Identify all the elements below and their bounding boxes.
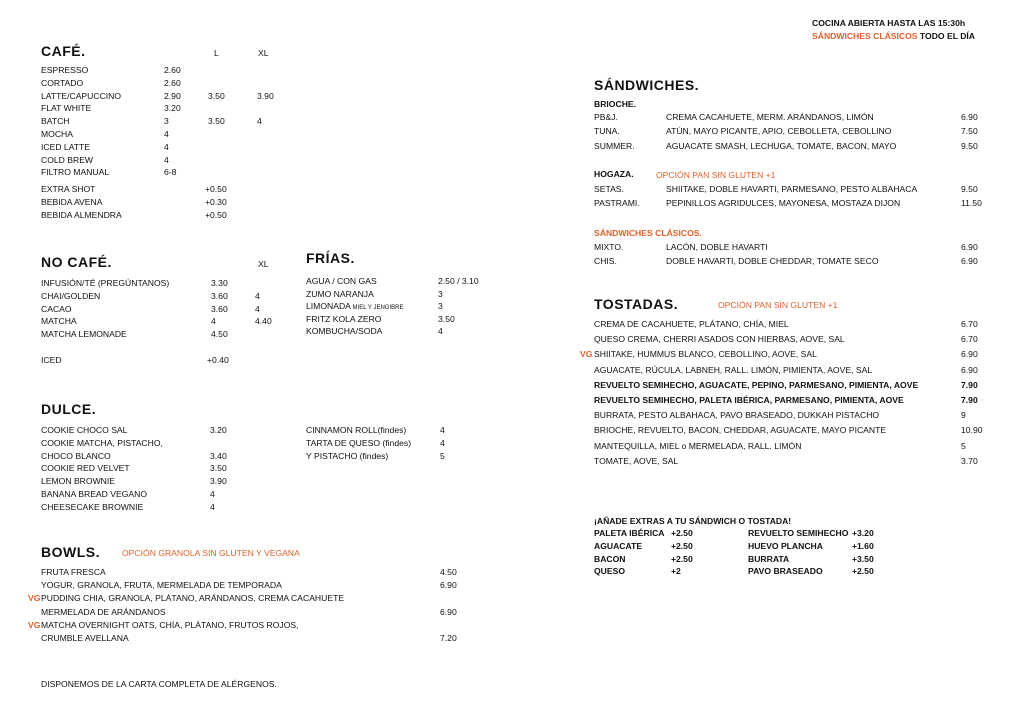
hogaza-item-desc: PEPINILLOS AGRIDULCES, MAYONESA, MOSTAZA DIJON: [666, 198, 901, 209]
extra-item-row: [748, 527, 888, 540]
bowl-item-row: [28, 619, 471, 632]
dulce-weekend-item-row: [306, 437, 466, 450]
tostada-item-price: 6.90: [961, 364, 978, 375]
brioche-item-name: PB&J.: [594, 112, 618, 122]
tostada-item-price: 6.70: [961, 334, 978, 345]
frias-item-name: KOMBUCHA/SODA: [306, 326, 383, 337]
brioche-item-desc: CREMA CACAHUETE, MERM. ARÁNDANOS, LIMÓN: [666, 112, 874, 122]
clasico-item-name: MIXTO.: [594, 242, 624, 252]
extra-item-name: HUEVO PLANCHA: [748, 540, 823, 551]
cafe-item-name: ESPRESSO: [41, 65, 89, 75]
bowls-list: [28, 566, 471, 646]
frias-item-row: [306, 275, 506, 288]
cafe-extra-row: [41, 209, 261, 222]
cafe-item-name: LATTE/CAPUCCINO: [41, 90, 122, 101]
dulce-weekend-list: [306, 424, 466, 469]
bowl-item-name: CRUMBLE AVELLANA: [41, 633, 129, 643]
cafe-item-name: CORTADO: [41, 77, 84, 88]
extra-item-price: +2.50: [671, 553, 693, 564]
extras-title: ¡AÑADE EXTRAS A TU SÁNDWICH O TOSTADA!: [594, 516, 792, 526]
hogaza-note: OPCIÓN PAN SIN GLUTEN +1: [656, 170, 776, 180]
tostada-item-name: TOMATE, AOVE, SAL: [594, 455, 679, 466]
cafe-item-row: [41, 166, 301, 179]
cafe-item-price: 4: [164, 141, 169, 152]
nocafe-item-name: CACAO: [41, 303, 72, 314]
cafe-extra-price: +0.50: [205, 184, 227, 194]
extra-item-name: AGUACATE: [594, 540, 643, 551]
cafe-item-price: 6-8: [164, 167, 177, 178]
bowl-item-price: 4.50: [440, 567, 457, 577]
cafe-item-row: [41, 154, 301, 167]
cafe-item-price: 4: [164, 154, 169, 165]
allergens-footer: DISPONEMOS DE LA CARTA COMPLETA DE ALÉRGENOS.: [41, 679, 277, 689]
brioche-list: [594, 111, 994, 156]
tostada-item-row: [594, 379, 994, 394]
frias-item-name: FRITZ KOLA ZERO: [306, 313, 382, 324]
dulce-item-row: [41, 450, 251, 463]
dulce-weekend-item-row: [306, 450, 466, 463]
hogaza-item-price: 9.50: [961, 184, 978, 194]
hogaza-item-price: 11.50: [961, 198, 982, 209]
brioche-item-row: [594, 140, 994, 154]
dulce-item-row: [41, 462, 251, 475]
clasico-item-desc: LACÓN, DOBLE HAVARTI: [666, 242, 768, 252]
cafe-item-name: COLD BREW: [41, 154, 94, 165]
extra-item-row: [594, 527, 724, 540]
bowl-item-row: [41, 579, 471, 592]
dulce-item-row: [41, 501, 251, 514]
extra-item-row: [594, 553, 724, 566]
cafe-item-price: 4: [164, 129, 169, 139]
extra-item-price: +1.60: [852, 540, 874, 551]
tostadas-note: OPCIÓN PAN SIN GLUTEN +1: [718, 300, 838, 310]
frias-item-note: MIEL Y JENGIBRE: [350, 305, 404, 312]
dulce-weekend-item-name: CINNAMON ROLL(findes): [306, 425, 407, 435]
brioche-item-row: [594, 125, 994, 139]
dulce-item-price: 4: [210, 489, 215, 499]
extra-item-price: +3.50: [852, 553, 874, 564]
hogaza-label: HOGAZA.: [594, 169, 634, 179]
nocafe-item-price-xl: 4.40: [255, 316, 272, 327]
bowl-item-vegan-badge: VG: [28, 619, 41, 630]
extra-item-row: [748, 553, 888, 566]
extra-item-price: +2: [671, 566, 681, 577]
tostadas-list: [580, 318, 994, 478]
extra-item-name: REVUELTO SEMIHECHO: [748, 528, 849, 538]
dulce-item-price: 3.50: [210, 463, 227, 474]
tostada-item-row: [594, 409, 994, 424]
tostada-item-row: [594, 424, 994, 439]
tostada-item-price: 3.70: [961, 455, 978, 466]
cafe-extra-row: [41, 196, 261, 209]
clasicos-label: SÁNDWICHES CLÁSICOS.: [594, 228, 702, 238]
frias-item-price: 3.50: [438, 313, 455, 324]
nocafe-item-price: 3.60: [211, 290, 228, 301]
nocafe-item-price: 4: [211, 316, 216, 327]
bowl-item-price: 6.90: [440, 580, 457, 591]
nocafe-title: NO CAFÉ.: [41, 254, 112, 270]
cafe-item-price: 2.60: [164, 65, 181, 75]
tostada-item-price: 9: [961, 410, 966, 421]
tostada-item-name: QUESO CREMA, CHERRI ASADOS CON HIERBAS, AOVE, SAL: [594, 334, 845, 345]
classic-sandwiches-notice: [812, 30, 975, 43]
clasico-item-desc: DOBLE HAVARTI, DOBLE CHEDDAR, TOMATE SECO: [666, 256, 879, 267]
bowl-item-name: MERMELADA DE ARÁNDANOS: [41, 606, 166, 617]
brioche-item-price: 7.50: [961, 126, 978, 137]
tostada-item-price: 6.70: [961, 319, 978, 329]
extra-item-name: PALETA IBÉRICA: [594, 528, 665, 538]
tostada-item-name: BRIOCHE, REVUELTO, BACON, CHEDDAR, AGUACATE, MAYO PICANTE: [594, 425, 887, 436]
dulce-item-name: COOKIE MATCHA, PISTACHO,: [41, 437, 163, 448]
nocafe-item-price: 3.30: [211, 278, 228, 288]
dulce-item-name: LEMON BROWNIE: [41, 476, 116, 487]
dulce-weekend-item-name: TARTA DE QUESO (findes): [306, 437, 412, 448]
bowl-item-name: YOGUR, GRANOLA, FRUTA, MERMELADA DE TEMPORADA: [41, 580, 282, 591]
bowl-item-name: MATCHA OVERNIGHT OATS, CHÍA, PLÁTANO, FRUTOS ROJOS,: [41, 619, 299, 630]
nocafe-item-row: [41, 328, 301, 341]
hogaza-item-name: SETAS.: [594, 184, 624, 194]
hogaza-item-name: PASTRAMI.: [594, 198, 640, 209]
cafe-item-name: FILTRO MANUAL: [41, 167, 110, 178]
cafe-item-price: 3.20: [164, 103, 181, 114]
iced-price: +0.40: [207, 355, 229, 365]
nocafe-list: [41, 277, 301, 347]
frias-item-name: ZUMO NARANJA: [306, 288, 374, 299]
nocafe-item-price: 4.50: [211, 329, 228, 340]
extra-item-name: QUESO: [594, 566, 626, 577]
brioche-item-row: [594, 111, 994, 125]
bowls-note: OPCIÓN GRANOLA SIN GLUTEN Y VEGANA: [122, 548, 300, 558]
frias-item-row: [306, 313, 506, 326]
hogaza-list: [594, 183, 994, 213]
dulce-title: DULCE.: [41, 401, 97, 417]
cafe-list: [41, 64, 301, 184]
cafe-item-row: [41, 115, 301, 128]
dulce-item-row: [41, 475, 251, 488]
dulce-item-row: [41, 488, 251, 501]
brioche-item-price: 9.50: [961, 140, 978, 151]
frias-item-price: 2.50 / 3.10: [438, 276, 479, 286]
clasico-item-row: [594, 255, 994, 269]
frias-item-price: 3: [438, 288, 443, 299]
frias-item-row: [306, 288, 506, 301]
tostada-item-name: MANTEQUILLA, MIEL o MERMELADA, RALL. LIMÓN: [594, 440, 802, 451]
cafe-item-name: FLAT WHITE: [41, 103, 92, 114]
cafe-item-price-xl: 4: [257, 116, 262, 127]
cafe-extra-name: BEBIDA ALMENDRA: [41, 209, 122, 220]
frias-item-row: [306, 300, 506, 313]
frias-title: FRÍAS.: [306, 250, 355, 266]
clasico-item-name: CHIS.: [594, 256, 617, 267]
nocafe-item-price-xl: 4: [255, 303, 260, 314]
nocafe-item-row: [41, 277, 301, 290]
dulce-item-price: 3.20: [210, 425, 227, 435]
hogaza-item-row: [594, 197, 994, 211]
tostadas-title: TOSTADAS.: [594, 296, 679, 312]
brioche-item-price: 6.90: [961, 112, 978, 122]
nocafe-col-xl: XL: [258, 259, 269, 269]
cafe-item-price-l: 3.50: [208, 90, 225, 101]
nocafe-item-row: [41, 303, 301, 316]
clasico-item-row: [594, 241, 994, 255]
all-day-label: TODO EL DÍA: [919, 31, 975, 41]
dulce-item-price: 3.40: [210, 450, 227, 461]
extra-item-row: [594, 565, 724, 578]
cafe-item-price: 2.60: [164, 77, 181, 88]
bowl-item-name: FRUTA FRESCA: [41, 567, 106, 577]
tostada-item-row: [594, 318, 994, 333]
cafe-col-l: L: [214, 48, 219, 58]
frias-item-name: LIMONADA MIEL Y JENGIBRE: [306, 301, 404, 312]
nocafe-item-price-xl: 4: [255, 290, 260, 301]
cafe-extra-name: EXTRA SHOT: [41, 184, 96, 194]
bowl-item-row: [41, 606, 471, 619]
tostada-item-price: 10.90: [961, 425, 983, 436]
sandwiches-title: SÁNDWICHES.: [594, 77, 700, 93]
extra-item-row: [748, 565, 888, 578]
extra-item-price: +2.50: [671, 540, 693, 551]
clasico-item-price: 6.90: [961, 256, 978, 267]
dulce-item-name: BANANA BREAD VEGANO: [41, 489, 148, 499]
cafe-item-name: ICED LATTE: [41, 141, 91, 152]
tostada-item-name: SHIITAKE, HUMMUS BLANCO, CEBOLLINO, AOVE, SAL: [594, 349, 817, 360]
extra-item-price: +3.20: [852, 528, 874, 538]
bowl-item-price: 6.90: [440, 606, 457, 617]
hogaza-item-desc: SHIITAKE, DOBLE HAVARTI, PARMESANO, PESTO ALBAHACA: [666, 184, 918, 194]
nocafe-item-name: MATCHA LEMONADE: [41, 329, 127, 340]
cafe-item-name: BATCH: [41, 116, 70, 127]
tostada-item-vegan-badge: VG: [580, 349, 593, 360]
brioche-item-desc: AGUACATE SMASH, LECHUGA, TOMATE, BACON, MAYO: [666, 140, 897, 151]
cafe-title: CAFÉ.: [41, 43, 86, 59]
dulce-list: [41, 424, 251, 519]
bowls-title: BOWLS.: [41, 544, 100, 560]
cafe-extra-price: +0.50: [205, 209, 227, 220]
extra-item-name: PAVO BRASEADO: [748, 566, 823, 577]
cafe-item-row: [41, 77, 301, 90]
cafe-item-row: [41, 141, 301, 154]
classic-sandwiches-label: SÁNDWICHES CLÁSICOS: [812, 31, 918, 41]
extra-item-price: +2.50: [671, 528, 693, 538]
tostada-item-name: CREMA DE CACAHUETE, PLÁTANO, CHÍA, MIEL: [594, 319, 789, 329]
bowl-item-row: [28, 592, 471, 605]
bowl-item-row: [41, 566, 471, 579]
extra-item-name: BACON: [594, 553, 626, 564]
tostada-item-price: 7.90: [961, 379, 978, 390]
nocafe-item-name: MATCHA: [41, 316, 77, 327]
cafe-item-price-xl: 3.90: [257, 90, 274, 101]
bowl-item-row: [41, 632, 471, 645]
frias-list: [306, 275, 506, 345]
cafe-item-price-l: 3.50: [208, 116, 225, 127]
cafe-extra-row: [41, 183, 261, 196]
dulce-weekend-item-price: 4: [440, 437, 445, 448]
extra-item-row: [594, 540, 724, 553]
tostada-item-row: [594, 333, 994, 348]
tostada-item-row: [594, 440, 994, 455]
dulce-weekend-item-price: 5: [440, 450, 445, 461]
dulce-item-name: CHEESECAKE BROWNIE: [41, 501, 144, 512]
frias-item-price: 4: [438, 326, 443, 337]
cafe-extras-list: [41, 183, 261, 223]
tostada-item-price: 7.90: [961, 395, 978, 405]
tostada-item-price: 5: [961, 440, 966, 451]
tostada-item-price: 6.90: [961, 349, 978, 360]
cafe-item-row: [41, 102, 301, 115]
tostada-item-name: BURRATA, PESTO ALBAHACA, PAVO BRASEADO, DUKKAH PISTACHO: [594, 410, 880, 421]
frias-item-name: AGUA / CON GAS: [306, 276, 377, 286]
dulce-item-row: [41, 424, 251, 437]
hours-notice: COCINA ABIERTA HASTA LAS 15:30h: [812, 18, 966, 28]
cafe-item-name: MOCHA: [41, 129, 73, 139]
nocafe-item-row: [41, 315, 301, 328]
extra-item-name: BURRATA: [748, 553, 790, 564]
bowl-item-vegan-badge: VG: [28, 593, 41, 604]
tostada-item-name: REVUELTO SEMIHECHO, PALETA IBÉRICA, PARMESANO, PIMIENTA, AOVE: [594, 395, 904, 405]
tostada-item-row: [580, 348, 994, 363]
tostada-item-row: [594, 455, 994, 470]
dulce-weekend-item-price: 4: [440, 425, 445, 435]
dulce-item-price: 4: [210, 501, 215, 512]
frias-item-row: [306, 325, 506, 338]
dulce-item-name: COOKIE RED VELVET: [41, 463, 130, 474]
cafe-extra-price: +0.30: [205, 196, 227, 207]
nocafe-item-name: INFUSIÓN/TÉ (PREGÚNTANOS): [41, 278, 170, 288]
dulce-item-row: [41, 437, 251, 450]
cafe-item-price: 2.90: [164, 90, 181, 101]
extras-list-left: [594, 527, 724, 582]
extra-item-price: +2.50: [852, 566, 874, 577]
cafe-item-row: [41, 128, 301, 141]
cafe-item-row: [41, 90, 301, 103]
brioche-label: BRIOCHE.: [594, 99, 637, 109]
dulce-item-name: COOKIE CHOCO SAL: [41, 425, 128, 435]
cafe-item-price: 3: [164, 116, 169, 127]
bowl-item-name: PUDDING CHIA, GRANOLA, PLÁTANO, ARÁNDANOS, CREMA CACAHUETE: [41, 593, 345, 604]
tostada-item-row: [594, 394, 994, 409]
dulce-weekend-item-name: Y PISTACHO (findes): [306, 450, 389, 461]
tostada-item-name: AGUACATE, RÚCULA, LABNEH, RALL. LIMÓN, PIMIENTA, AOVE, SAL: [594, 364, 873, 375]
nocafe-item-price: 3.60: [211, 303, 228, 314]
dulce-item-price: 3.90: [210, 476, 227, 487]
extras-list-right: [748, 527, 888, 582]
tostada-item-row: [594, 364, 994, 379]
iced-label: ICED: [41, 355, 62, 365]
extra-item-row: [748, 540, 888, 553]
brioche-item-desc: ATÚN, MAYO PICANTE, APIO, CEBOLLETA, CEBOLLINO: [666, 126, 892, 137]
cafe-item-row: [41, 64, 301, 77]
cafe-col-xl: XL: [258, 48, 269, 58]
brioche-item-name: TUNA.: [594, 126, 620, 137]
bowl-item-price: 7.20: [440, 633, 457, 643]
clasicos-list: [594, 241, 994, 271]
hogaza-item-row: [594, 183, 994, 197]
cafe-extra-name: BEBIDA AVENA: [41, 196, 103, 207]
frias-item-price: 3: [438, 301, 443, 312]
dulce-weekend-item-row: [306, 424, 466, 437]
dulce-item-name: CHOCO BLANCO: [41, 450, 111, 461]
nocafe-item-name: CHAI/GOLDEN: [41, 290, 101, 301]
nocafe-item-row: [41, 290, 301, 303]
clasico-item-price: 6.90: [961, 242, 978, 252]
tostada-item-name: REVUELTO SEMIHECHO, AGUACATE, PEPINO, PARMESANO, PIMIENTA, AOVE: [594, 379, 919, 390]
brioche-item-name: SUMMER.: [594, 140, 635, 151]
